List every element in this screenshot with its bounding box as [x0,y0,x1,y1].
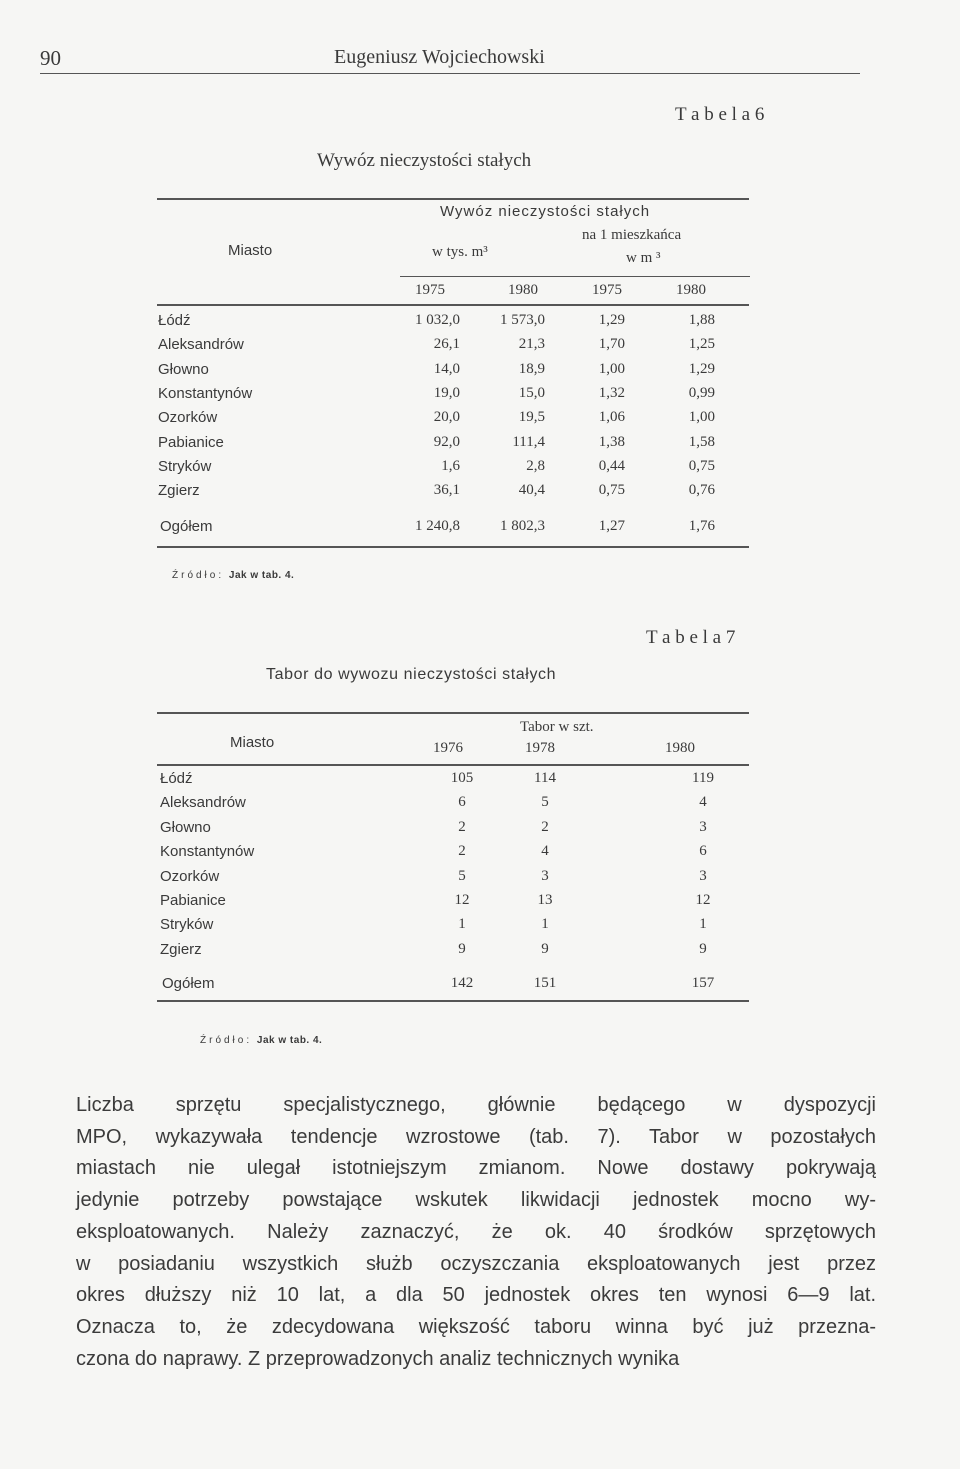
table7-row-value: 105 [450,770,474,786]
table7-total-city: Ogółem [162,975,215,992]
table7-row-value: 4 [541,843,549,860]
table6-row-value: 15,0 [518,384,545,401]
table7-total-value: 157 [691,975,715,991]
body-line: w posiadaniu wszystkich służb oczyszczania eksploatowanych jest przez [76,1252,876,1275]
table6-row-value: 1,00 [598,360,625,377]
page-number: 90 [40,46,61,70]
table6-row-city: Głowno [158,360,209,378]
table7-row-value: 13 [537,892,553,908]
table7-row-value: 1 [699,916,707,933]
table6-row-value: 14,0 [433,360,460,377]
table6-label: T a b e l a 6 [675,104,765,125]
table6-row-value: 2,8 [526,457,545,474]
table6-row-value: 21,3 [518,336,545,353]
table6-row-value: 26,1 [433,336,460,353]
table7-year-header: 1976 [433,740,463,756]
table6-row-value: 1,88 [688,312,715,328]
table7-row-value: 5 [541,794,549,811]
table6-header-bottom-rule [157,304,749,306]
running-head-author: Eugeniusz Wojciechowski [334,46,545,68]
table7-row-value: 9 [541,940,549,957]
body-paragraph [76,1090,876,1375]
body-line: okres dłuższy niż 10 lat, a dla 50 jednostek okres ten wynosi 6—9 lat. [76,1284,876,1307]
table6-row-value: 111,4 [512,433,545,450]
table6-row-value: 1,06 [598,409,625,426]
table7-row-value: 3 [699,818,707,835]
table6-sub-per-capita: na 1 mieszkańca [582,227,682,243]
table7-row-city: Konstantynów [160,843,255,861]
table7-row-value: 6 [699,843,707,860]
table6-row-value: 19,5 [518,409,545,426]
table7-row-value: 9 [458,940,466,957]
table6-row-value: 36,1 [433,482,460,499]
table6-row-city: Zgierz [158,482,200,500]
table6-top-rule [157,198,749,200]
body-line: MPO, wykazywała tendencje wzrostowe (tab. 7). Tabor w pozostałych [76,1125,876,1148]
body-line: czona do naprawy. Z przeprowadzonych analiz technicznych wynika [76,1347,680,1370]
table7-source-label: Źródło: [200,1035,253,1046]
table7-year-header: 1980 [665,740,695,756]
table7-row-value: 5 [458,867,466,884]
table7-row-city: Aleksandrów [160,794,246,812]
table7-row-value: 2 [458,818,466,835]
table6-row-value: 1,6 [441,457,460,474]
table6-year-header: 1975 [592,282,622,298]
table6-row-city: Ozorków [158,409,218,427]
table7-row-value: 4 [699,794,707,811]
table7-row-value: 114 [534,770,556,786]
table7-group-header: Tabor w szt. [520,719,594,735]
table6-row-value: 1 573,0 [500,312,545,328]
table6-row-value: 0,44 [598,457,625,474]
table7-row-value: 12 [695,892,711,908]
table7-row-city: Łódź [160,770,193,787]
table7-year-header: 1978 [525,740,555,756]
table6-row-value: 1,00 [688,409,715,426]
table7-row-value: 1 [541,916,549,933]
table7-row-city: Stryków [160,916,214,934]
table7-row-value: 9 [699,940,707,957]
table6-row-value: 1,58 [688,433,715,450]
table6-source-label: Źródło: [172,570,225,581]
table6-row-value: 1,70 [598,336,625,353]
table7-total-value: 142 [450,975,474,991]
header-rule [40,73,860,74]
table7-row-value: 1 [458,916,466,933]
table7-row-value: 3 [699,867,707,884]
table6-row-value: 0,99 [688,384,715,401]
table7-row-value: 2 [541,818,549,835]
table6-row-city: Pabianice [158,433,224,451]
body-line: Liczba sprzętu specjalistycznego, głównie będącego w dyspozycji [76,1094,876,1116]
table6-source [172,570,294,581]
table6-year-header: 1975 [415,282,445,298]
body-line: Oznacza to, że zdecydowana większość taboru winna być już przezna- [76,1315,876,1338]
table7-label: T a b e l a 7 [646,627,736,648]
table6-sub-per-unit: w m ³ [626,250,661,266]
table7-source-text: Jak w tab. 4. [256,1035,323,1046]
table6-row-city: Łódź [158,312,191,329]
table6-source-text: Jak w tab. 4. [228,570,295,581]
table6-row-value: 0,75 [598,482,625,499]
table7-row-city: Zgierz [160,940,202,958]
table6-row-value: 20,0 [433,409,460,426]
table7-row-value: 6 [458,794,466,811]
table7-row-value: 12 [454,892,470,908]
table6-row-value: 1,29 [598,312,625,328]
table6-group-header: Wywóz nieczystości stałych [440,203,651,220]
table7-header-bottom-rule [157,764,749,766]
table7-bottom-rule [157,1000,749,1002]
table6-col-miasto: Miasto [228,242,273,259]
table7-row-value: 2 [458,843,466,860]
table6-bottom-rule [157,546,749,548]
table7-row-city: Ozorków [160,867,220,885]
table6-row-city: Konstantynów [158,384,253,402]
body-line: eksploatowanych. Należy zaznaczyć, że ok. 40 środków sprzętowych [76,1220,876,1243]
table7-top-rule [157,712,749,714]
table6-row-value: 1 032,0 [415,312,460,328]
table7-row-value: 119 [692,770,714,786]
table6-sub-tys: w tys. m³ [432,244,488,260]
table6-total-value: 1 802,3 [500,518,545,534]
table6-row-city: Stryków [158,457,212,475]
table6-row-value: 1,32 [598,384,625,401]
table6-year-rule [400,276,750,277]
table6-title: Wywóz nieczystości stałych [317,150,532,171]
table6-total-value: 1,27 [598,518,625,534]
table7-total-value: 151 [533,975,557,991]
table7-title: Tabor do wywozu nieczystości stałych [266,666,557,683]
table6-row-value: 92,0 [433,433,460,450]
table7-col-miasto: Miasto [230,734,275,751]
table6-row-value: 40,4 [518,482,545,499]
table6-row-value: 1,38 [598,433,625,450]
table7-row-value: 3 [541,867,549,884]
table6-row-city: Aleksandrów [158,336,244,354]
table6-total-value: 1 240,8 [415,518,460,534]
table6-row-value: 0,75 [688,457,715,474]
body-line: jedynie potrzeby powstające wskutek likwidacji jednostek mocno wy- [76,1189,876,1212]
body-line: miastach nie ulegał istotniejszym zmianom. Nowe dostawy pokrywają [76,1157,876,1180]
table6-total-value: 1,76 [688,518,715,534]
table6-year-header: 1980 [676,282,706,298]
table6-total-city: Ogółem [160,518,213,535]
table6-row-value: 1,29 [688,360,715,377]
table6-row-value: 0,76 [688,482,715,499]
table7-source [200,1035,322,1046]
table6-row-value: 19,0 [433,384,460,401]
table6-row-value: 1,25 [688,336,715,353]
table6-year-header: 1980 [508,282,538,298]
table7-row-city: Głowno [160,818,211,836]
table7-row-city: Pabianice [160,892,226,909]
table6-row-value: 18,9 [518,360,545,377]
